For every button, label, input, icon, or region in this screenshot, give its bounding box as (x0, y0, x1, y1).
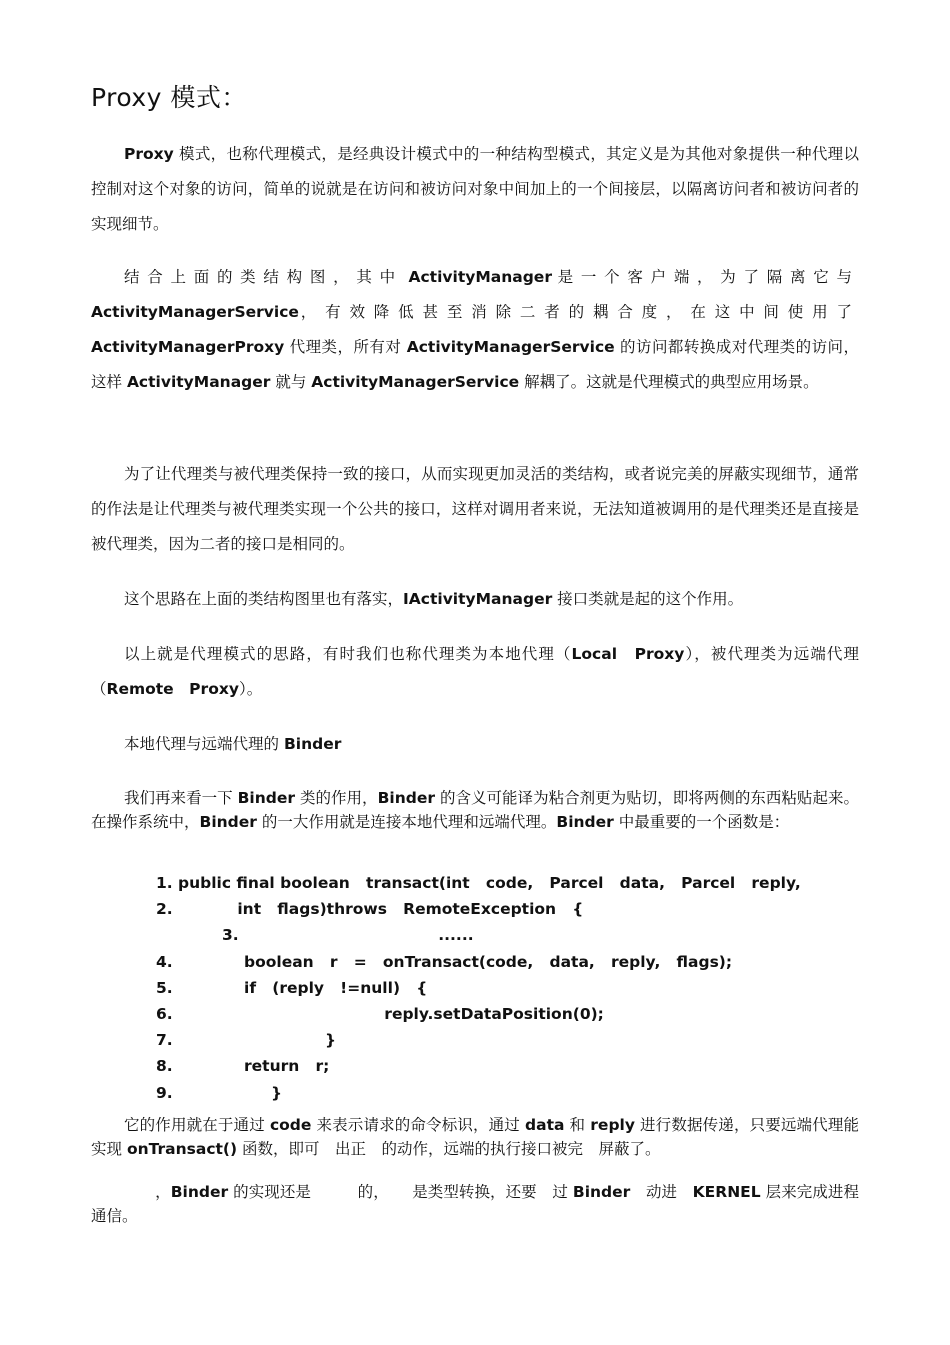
paragraph-text: ）。 (238, 680, 263, 698)
bold-term: Binder (572, 1183, 631, 1201)
line-number: 3. (222, 926, 239, 945)
code-text: return r; (244, 1057, 330, 1076)
bold-term: Binder (283, 735, 342, 753)
bold-term: KERNEL (692, 1183, 761, 1201)
bold-term: data (525, 1116, 565, 1134)
paragraph-common-interface (91, 457, 859, 562)
line-number: 2. (156, 900, 173, 919)
paragraph-text: 中最重要的一个函数是： (613, 813, 790, 831)
paragraph-text: 为了让代理类与被代理类保持一致的接口，从而实现更加灵活的类结构，或者说完美的屏蔽实现细节，通常的作法是让代理类与被代理类实现一个公共的接口，这样对调用者来说，无法知道被调用的是代理类还是直接是被代理类，因为二者的接口是相同的。 (91, 465, 859, 553)
paragraph-text: 的含义可能译为粘合剂更为贴切，即将两侧的东西粘贴起来。在操作系统中， (91, 789, 859, 831)
line-number: 4. (156, 952, 173, 971)
paragraph-text: 代理类，所有对 (284, 338, 407, 356)
paragraph-text: ），被代理类为远端代理（ (91, 645, 859, 698)
paragraph-text: 以上就是代理模式的思路，有时我们也称代理类为本地代理（ (124, 645, 572, 663)
code-line (156, 1001, 856, 1027)
bold-term: ActivityManagerService (406, 338, 615, 356)
section-heading-binder (91, 727, 859, 762)
paragraph-text: 是一个客户端，为了隔离它与 (557, 268, 859, 286)
bold-term: reply (590, 1116, 635, 1134)
paragraph-text: 和 (564, 1116, 591, 1134)
code-text: } (244, 1083, 283, 1102)
code-text: if (reply !=null) { (244, 978, 428, 997)
paragraph-text: ，有效降低甚至消除二者的耦合度，在这中间使用了 (298, 303, 859, 321)
paragraph-text: 接口类就是起的这个作用。 (552, 590, 744, 608)
bold-term: IActivityManager (403, 590, 553, 608)
paragraph-iactivity-manager (91, 582, 859, 617)
paragraph-text: 的实现还是 的， 是类型转换，还要 过 (228, 1183, 573, 1201)
code-text: ...... (244, 926, 474, 945)
paragraph-text: 的访问都转换成对代理类的访问，这样 (91, 338, 859, 391)
line-number: 9. (156, 1083, 173, 1102)
paragraph-text: 本地代理与远端代理的 (124, 735, 284, 753)
paragraph-text: 我们再来看一下 (124, 789, 238, 807)
bold-term: Binder (199, 813, 257, 831)
paragraph-text: 它的作用就在于通过 (124, 1116, 270, 1134)
code-line (156, 896, 856, 922)
paragraph-text: 函数，即可 出正 的动作，远端的执行接口被完 屏蔽了。 (237, 1140, 661, 1158)
bold-term: ActivityManagerProxy (91, 338, 285, 356)
code-text: public final boolean transact(int code, Parcel data, Parcel reply, (178, 874, 801, 892)
page-title: Proxy 模式： (91, 83, 247, 112)
code-line (156, 1080, 856, 1106)
line-number: 5. (156, 978, 173, 997)
paragraph-text: 进行数据传递，只要远端代理能实现 (91, 1116, 859, 1158)
paragraph-proxy-definition (91, 137, 859, 242)
code-line (156, 922, 856, 948)
bold-term: code (269, 1116, 312, 1134)
code-listing (156, 870, 856, 1106)
paragraph-text: 结合上面的类结构图，其中 (124, 268, 403, 286)
line-number: 8. (156, 1057, 173, 1076)
line-number: 6. (156, 1004, 173, 1023)
paragraph-local-remote-proxy (91, 637, 859, 707)
code-line (156, 1053, 856, 1079)
code-line (156, 975, 856, 1001)
bold-term: Binder (377, 789, 435, 807)
bold-term: onTransact() (126, 1140, 238, 1158)
bold-term: Binder (170, 1183, 229, 1201)
code-text: int flags)throws RemoteException { (178, 900, 584, 919)
paragraph-text: 模式，也称代理模式，是经典设计模式中的一种结构型模式，其定义是为其他对象提供一种代理以控制对这个对象的访问，简单的说就是在访问和被访问对象中间加上的一个间接层，以隔离访问者和被访问者的实现细节。 (91, 145, 859, 233)
bold-term: Proxy (124, 145, 174, 163)
bold-term: Binder (556, 813, 614, 831)
bold-term: ActivityManager (408, 268, 552, 286)
code-line (156, 949, 856, 975)
paragraph-text: ， (124, 1183, 171, 1201)
code-text: } (244, 1031, 336, 1050)
paragraph-text: 解耦了。这就是代理模式的典型应用场景。 (519, 373, 819, 391)
paragraph-text: 这个思路在上面的类结构图里也有落实， (124, 590, 404, 608)
paragraph-text: 类的作用， (295, 789, 378, 807)
paragraph-activity-manager (91, 260, 859, 400)
paragraph-text: 来表示请求的命令标识，通过 (311, 1116, 526, 1134)
paragraph-text: 动进 (630, 1183, 693, 1201)
paragraph-binder-role (91, 786, 859, 834)
paragraph-binder-kernel (91, 1180, 859, 1228)
line-number: 1. (156, 874, 173, 892)
bold-term: Binder (237, 789, 296, 807)
bold-term: ActivityManagerService (91, 303, 299, 321)
bold-term: ActivityManagerService (311, 373, 520, 391)
paragraph-text: 就与 (270, 373, 312, 391)
line-number: 7. (156, 1031, 173, 1050)
bold-term: ActivityManager (126, 373, 271, 391)
bold-term: Remote Proxy (106, 680, 239, 698)
bold-term: Local Proxy (571, 645, 685, 663)
paragraph-text: 层来完成进程通信。 (91, 1183, 859, 1225)
code-text: reply.setDataPosition(0); (244, 1004, 604, 1023)
code-line (156, 870, 856, 896)
code-text: boolean r = onTransact(code, data, reply, flags); (244, 952, 733, 971)
paragraph-ontransact (91, 1113, 859, 1161)
paragraph-text: 的一大作用就是连接本地代理和远端代理。 (256, 813, 557, 831)
code-line (156, 1027, 856, 1053)
